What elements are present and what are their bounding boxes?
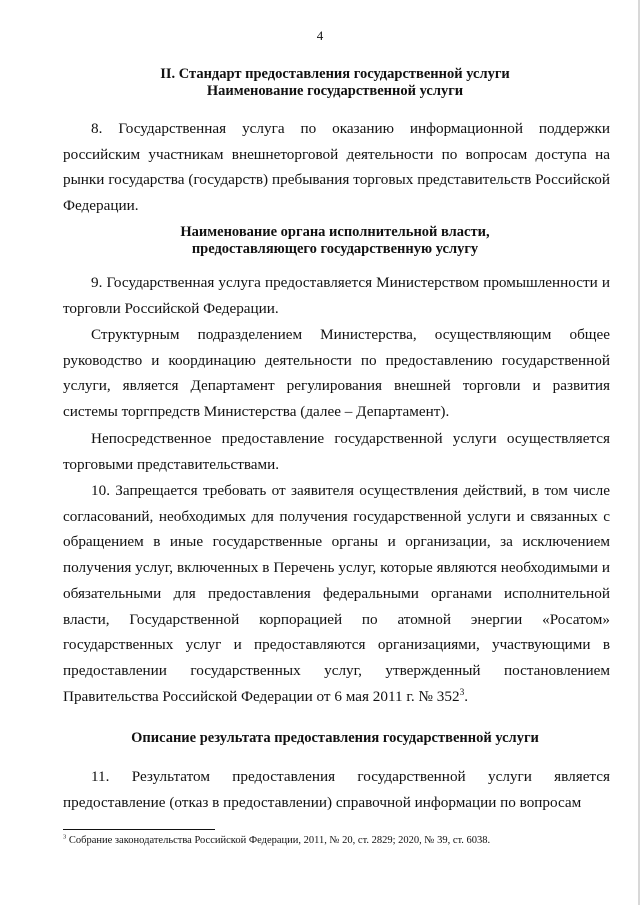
footnote-divider bbox=[63, 829, 215, 830]
paragraph-11: 11. Результатом предоставления государственной услуги является предоставление (отказ в предоставлении) справочной информации по вопросам bbox=[63, 768, 610, 811]
footnote-reference: 3 bbox=[459, 687, 465, 698]
paragraph-10-text: 10. Запрещается требовать от заявителя осуществления действий, в том числе согласований, необходимых для получения государственной услуги и связанных с обращением в иные государственные органы и организации, за исключением получения услуг, включенных в Перечень услуг, которые являются необходимыми и обязательными для предоставления федеральными органами исполнительной власти, Государственной корпорацией по атомной энергии «Росатом» государственных услуг и предоставляются организациями, участвующими в предоставлении государственных услуг, утвержденный постановлением Правительства Российской Федерации от 6 мая 2011 г. № 352 bbox=[63, 482, 610, 705]
section-heading-line2: Наименование государственной услуги bbox=[206, 83, 464, 99]
section-heading bbox=[60, 66, 610, 100]
paragraph-10-end: . bbox=[464, 687, 469, 705]
paragraph-structural-unit: Структурным подразделением Министерства, осуществляющим общее руководство и координацию деятельности по предоставлению государственной услуги, является Департамент регулирования внешней торговли и развития системы торгпредств Министерства (далее – Департамент). bbox=[63, 326, 610, 421]
organ-heading bbox=[60, 224, 610, 258]
footnote bbox=[63, 834, 623, 847]
footnote-marker: 3 bbox=[63, 833, 67, 841]
paragraph-8: 8. Государственная услуга по оказанию информационной поддержки российским участникам внешнеторговой деятельности по вопросам доступа на рынки государства (государств) пребывания торговых представительств Российской Федерации. bbox=[63, 120, 610, 215]
organ-heading-line1: Наименование органа исполнительной власти, bbox=[180, 224, 490, 240]
section-heading-line1: II. Стандарт предоставления государственной услуги bbox=[160, 66, 510, 82]
paragraph-10 bbox=[63, 478, 610, 709]
organ-heading-line2: предоставляющего государственную услугу bbox=[191, 241, 479, 257]
result-heading: Описание результата предоставления государственной услуги bbox=[131, 730, 539, 746]
page-number: 4 bbox=[316, 28, 324, 43]
paragraph-direct-provision: Непосредственное предоставление государственной услуги осуществляется торговыми представительствами. bbox=[63, 430, 610, 473]
footnote-text: Собрание законодательства Российской Федерации, 2011, № 20, ст. 2829; 2020, № 39, ст. 6038. bbox=[66, 835, 491, 846]
paragraph-9: 9. Государственная услуга предоставляется Министерством промышленности и торговли Российской Федерации. bbox=[63, 274, 610, 317]
